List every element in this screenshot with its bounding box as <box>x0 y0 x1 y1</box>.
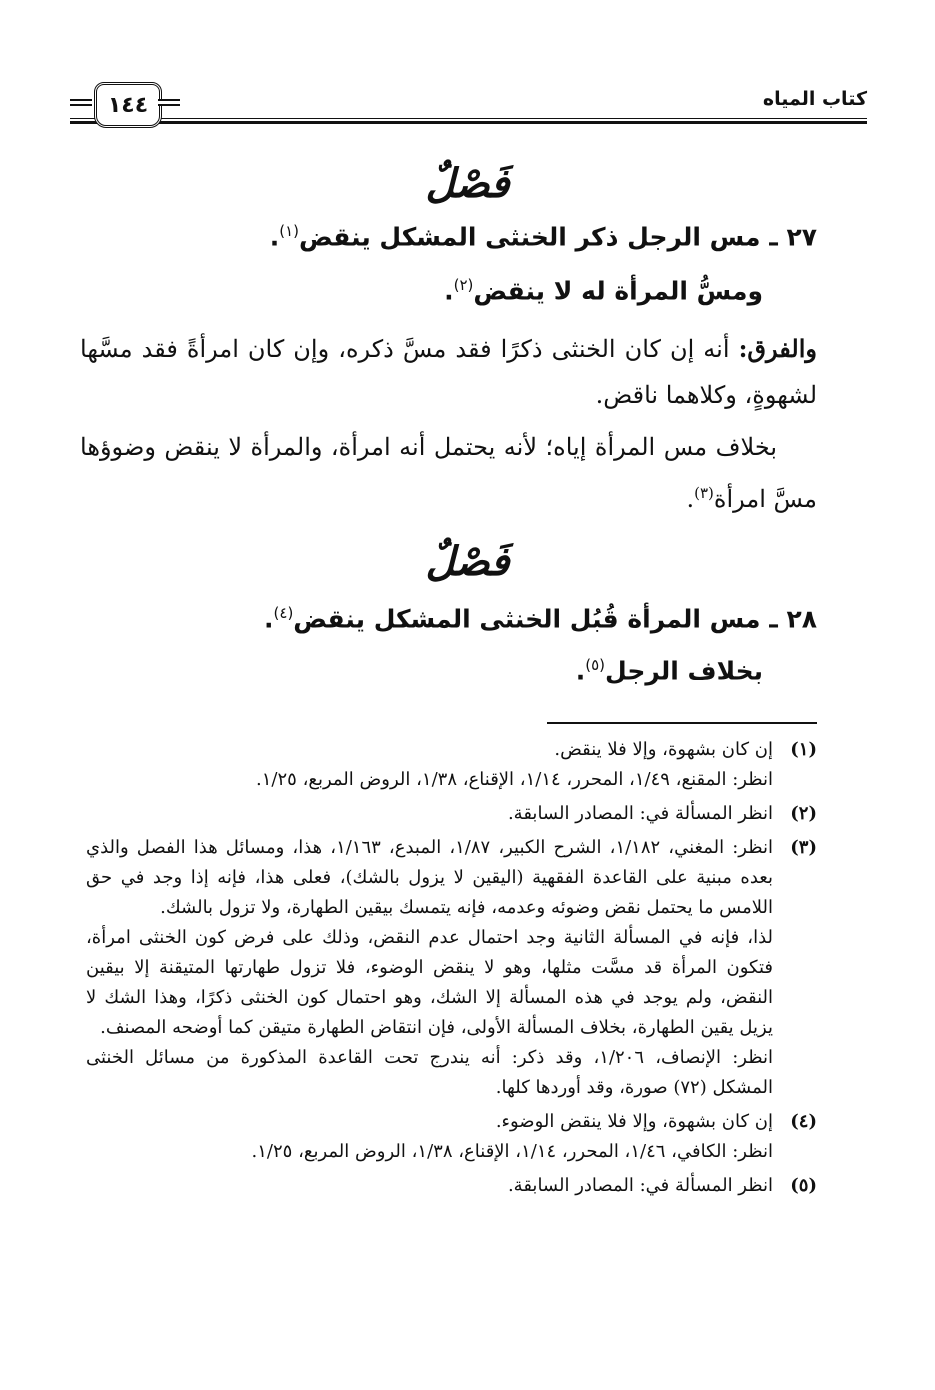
footnote-line: إن كان بشهوة، وإلا فلا ينقض الوضوء. <box>495 1111 773 1132</box>
footnote-ref-1: (١) <box>279 222 300 240</box>
khilaf-text: بخلاف مس المرأة إياه؛ لأنه يحتمل أنه امرأة، والمرأة لا ينقض وضوؤها مسَّ امرأة <box>80 433 817 513</box>
rule-28-contrast <box>80 656 763 685</box>
footnote-separator <box>547 722 817 724</box>
footnote-ref-2: (٢) <box>453 276 474 294</box>
rule-28-text: مس المرأة قُبُل الخنثى المشكل ينقض <box>293 604 761 634</box>
rule-27-end: . <box>269 222 280 252</box>
footnote-line: انظر: الكافي، ١/٤٦، المحرر، ١/١٤، الإقناع، ١/٣٨، الروض المربع، ١/٢٥. <box>251 1141 773 1162</box>
rule-27 <box>80 222 817 251</box>
footnote-2 <box>86 799 817 829</box>
rule-28 <box>80 604 817 633</box>
footnote-line: انظر: الإنصاف، ١/٢٠٦، وقد ذكر: أنه يندرج تحت القاعدة المذكورة من مسائل الخنثى المشكل (٧٢) صورة، وقد أوردها كلها. <box>86 1047 774 1098</box>
rule-28-end: . <box>264 604 274 634</box>
khilaf-end: . <box>686 485 695 513</box>
footnote-line: انظر المسألة في: المصادر السابقة. <box>507 803 773 824</box>
section-heading-2: فَصْلٌ <box>425 538 510 585</box>
footnote-3 <box>86 833 817 1103</box>
header-rule <box>70 121 867 124</box>
running-header <box>70 82 867 124</box>
footnote-line: لذا، فإنه في المسألة الثانية وجد احتمال عدم النقض، وذلك على فرض كون الخنثى امرأة، فتكون المرأة قد مسَّت مثلها، وهو لا ينقض الوضوء، فلا تزول طهارتها المتيقنة إلا بيقين النقض، ولم يوجد في هذه المسألة إلا الشك، وهو احتمال كون الخنثى ذكرًا، وهذا الشك لا يزيل يقين الطهارة، بخلاف المسألة الأولى، فإن انتقاض الطهارة متيقن كما أوضحه المصنف. <box>86 927 773 1038</box>
footnote-mark: (٥) <box>790 1175 817 1196</box>
rule-27-contrast-end: . <box>444 276 454 306</box>
page-number-ornament-right <box>158 99 180 106</box>
farq-paragraph <box>80 326 817 418</box>
footnote-line: انظر المسألة في: المصادر السابقة. <box>507 1175 773 1196</box>
footnote-1 <box>86 735 817 795</box>
farq-label: والفرق: <box>738 334 817 363</box>
page-number-ornament-left <box>70 99 92 106</box>
footnote-ref-4: (٤) <box>273 604 294 622</box>
rule-27-number: ٢٧ ـ <box>769 222 817 252</box>
footnotes <box>86 735 817 1205</box>
footnote-line: انظر: المغني، ١/١٨٢، الشرح الكبير، ١/٨٧، المبدع، ١/١٦٣، هذا، ومسائل هذا الفصل والذي بعده مبنية على القاعدة الفقهية (اليقين لا يزول بالشك)، فعلى هذا، فإنه إذا وجد في حق اللامس ما يحتمل نقض وضوئه وعدمه، فإنه يتمسك بيقين الطهارة، ولا تزول بالشك. <box>86 837 773 918</box>
rule-28-contrast-end: . <box>575 656 586 686</box>
footnote-5 <box>86 1171 817 1201</box>
footnote-mark: (٣) <box>790 837 817 858</box>
header-rule-thin <box>70 118 867 119</box>
footnote-mark: (٢) <box>790 803 817 824</box>
chapter-title: كتاب المياه <box>762 88 867 110</box>
footnote-ref-3: (٣) <box>694 484 714 502</box>
khilaf-paragraph <box>80 424 817 522</box>
rule-28-number: ٢٨ ـ <box>769 604 817 634</box>
footnote-mark: (٤) <box>790 1111 817 1132</box>
rule-27-text: مس الرجل ذكر الخنثى المشكل ينقض <box>299 222 761 252</box>
rule-28-contrast-text: بخلاف الرجل <box>605 656 763 686</box>
footnote-line: انظر: المقنع، ١/٤٩، المحرر، ١/١٤، الإقناع، ١/٣٨، الروض المربع، ١/٢٥. <box>256 769 773 790</box>
section-heading-1: فَصْلٌ <box>425 160 510 207</box>
page-number: ١٤٤ <box>94 82 162 128</box>
farq-text: أنه إن كان الخنثى ذكرًا فقد مسَّ ذكره، وإن كان امرأةً فقد مسَّها لشهوةٍ، وكلاهما ناقض. <box>80 335 817 409</box>
footnote-line: إن كان بشهوة، وإلا فلا ينقض. <box>554 739 773 760</box>
footnote-ref-5: (٥) <box>585 656 606 674</box>
rule-27-contrast-text: ومسُّ المرأة له لا ينقض <box>473 276 763 306</box>
footnote-4 <box>86 1107 817 1167</box>
footnote-mark: (١) <box>790 739 817 760</box>
rule-27-contrast <box>80 276 763 305</box>
